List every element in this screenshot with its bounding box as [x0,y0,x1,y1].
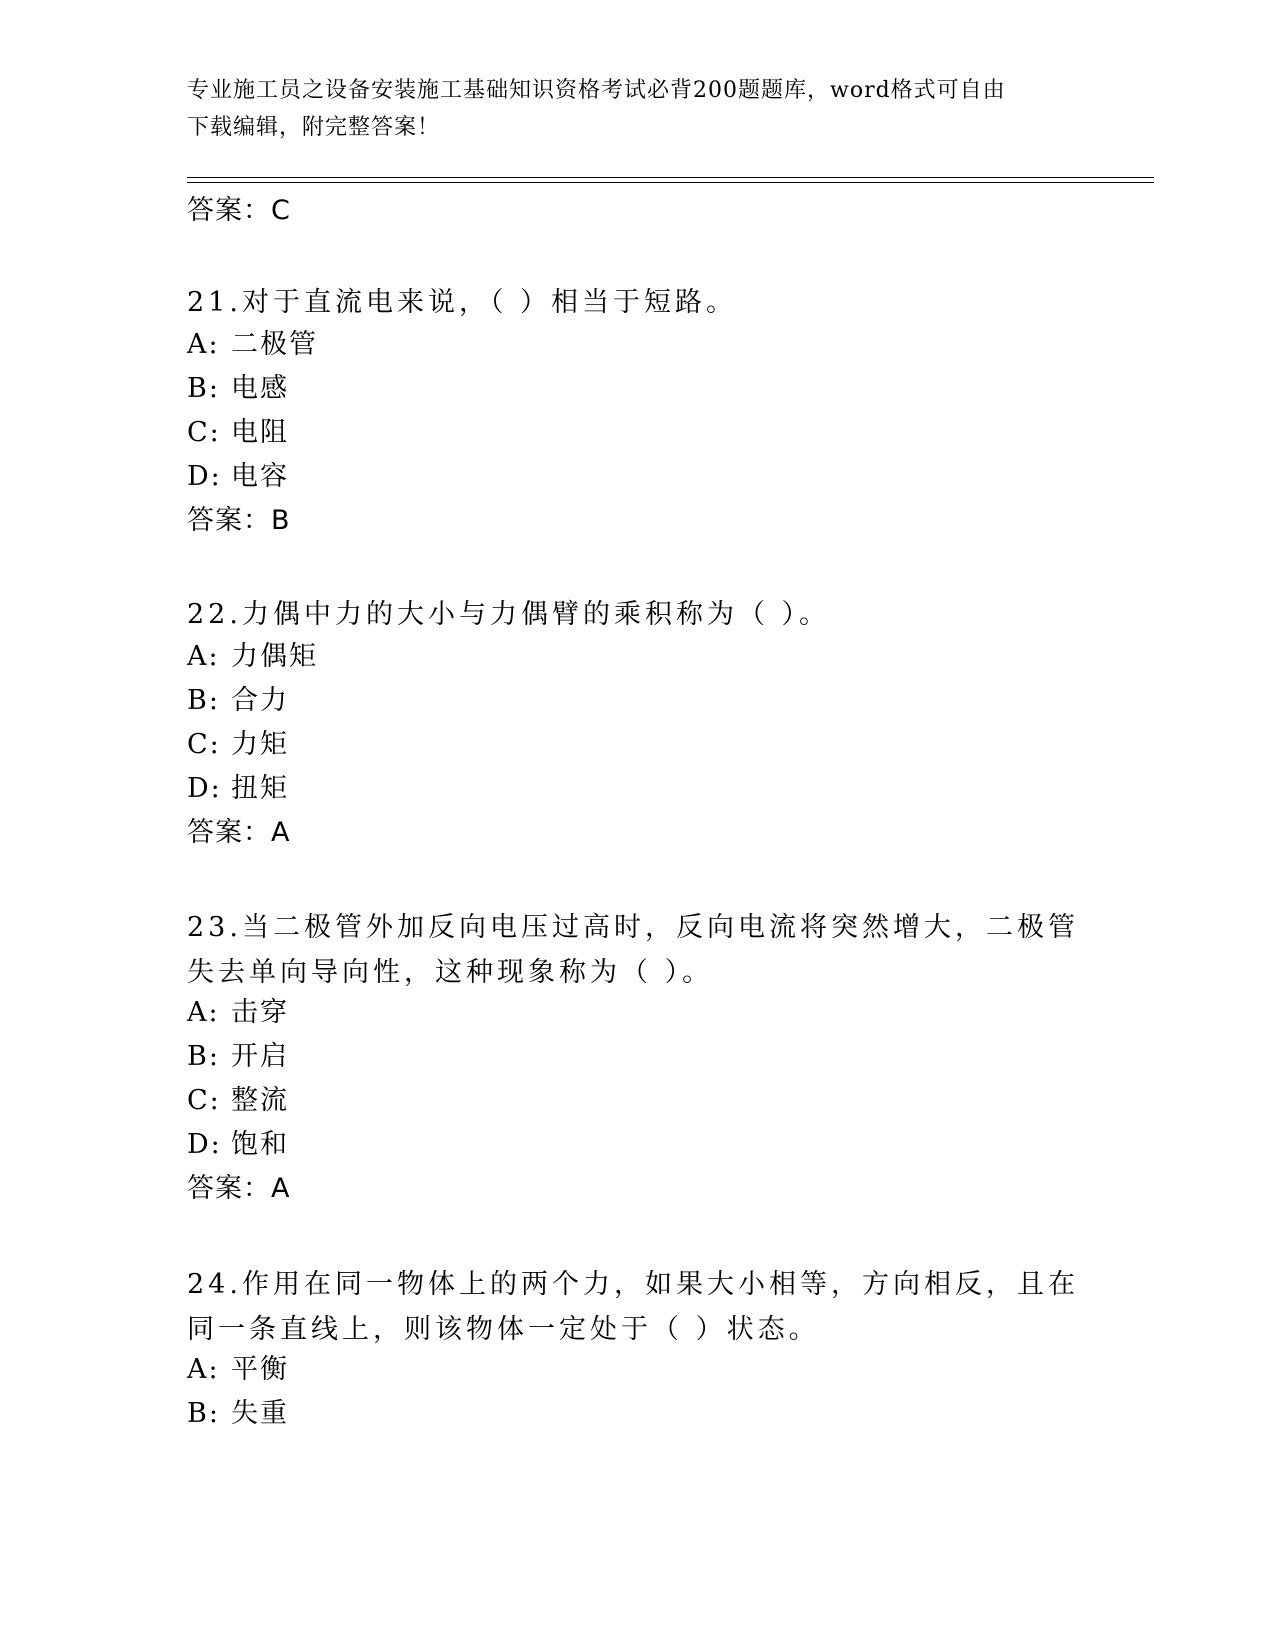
question-24-option-b [187,1396,289,1432]
question-23-option-a [187,995,289,1031]
question-24-option-a [187,1352,289,1388]
question-24-text: 24.作用在同一物体上的两个力，如果大小相等，方向相反，且在同一条直线上，则该物体一定处于（ ）状态。 [187,1269,1079,1345]
question-21-option-b [187,371,289,407]
question-23-option-c [187,1083,289,1119]
document-header [187,72,1067,146]
option-letter: B: [187,1398,220,1429]
header-line-1: 专业施工员之设备安装施工基础知识资格考试必背200题题库，word格式可自由 [187,78,1006,103]
option-text: 开启 [231,1041,289,1072]
option-text: 电感 [231,373,289,404]
option-letter: C: [187,417,221,448]
option-letter: D: [187,1129,222,1160]
option-text: 平衡 [231,1354,289,1385]
question-21-answer: 答案：B [187,505,291,536]
option-text: 合力 [231,685,289,716]
question-23-text: 23.当二极管外加反向电压过高时，反向电流将突然增大，二极管失去单向导向性，这种现象称为（ ）。 [187,912,1079,988]
option-letter: C: [187,1085,221,1116]
header-divider-bottom [187,182,1154,183]
previous-answer: 答案：C [187,195,291,226]
question-21-option-c [187,415,289,451]
option-letter: A: [187,329,220,360]
question-22-answer: 答案：A [187,817,291,848]
option-letter: B: [187,1041,220,1072]
option-text: 电阻 [231,417,289,448]
question-22-option-a [187,639,318,675]
option-letter: D: [187,773,222,804]
question-21-text: 21.对于直流电来说，（ ）相当于短路。 [187,287,738,318]
option-letter: B: [187,373,220,404]
option-text: 扭矩 [231,773,289,804]
option-text: 整流 [231,1085,289,1116]
option-letter: A: [187,1354,220,1385]
question-23-option-b [187,1039,289,1075]
option-text: 电容 [231,461,289,492]
question-21-option-a [187,327,318,363]
question-22-text: 22.力偶中力的大小与力偶臂的乘积称为（ ）。 [187,599,831,630]
question-22-option-d [187,771,289,807]
option-text: 饱和 [231,1129,289,1160]
header-divider-top [187,177,1154,178]
question-23-answer: 答案：A [187,1173,291,1204]
option-letter: A: [187,641,220,672]
option-letter: A: [187,997,220,1028]
option-text: 二极管 [231,329,318,360]
option-text: 力偶矩 [231,641,318,672]
option-text: 击穿 [231,997,289,1028]
option-letter: C: [187,729,221,760]
option-letter: B: [187,685,220,716]
question-22-option-c [187,727,289,763]
option-text: 失重 [231,1398,289,1429]
option-letter: D: [187,461,222,492]
header-line-2: 下载编辑，附完整答案！ [187,115,441,140]
question-22-option-b [187,683,289,719]
option-text: 力矩 [231,729,289,760]
question-23-option-d [187,1127,289,1163]
question-21-option-d [187,459,289,495]
